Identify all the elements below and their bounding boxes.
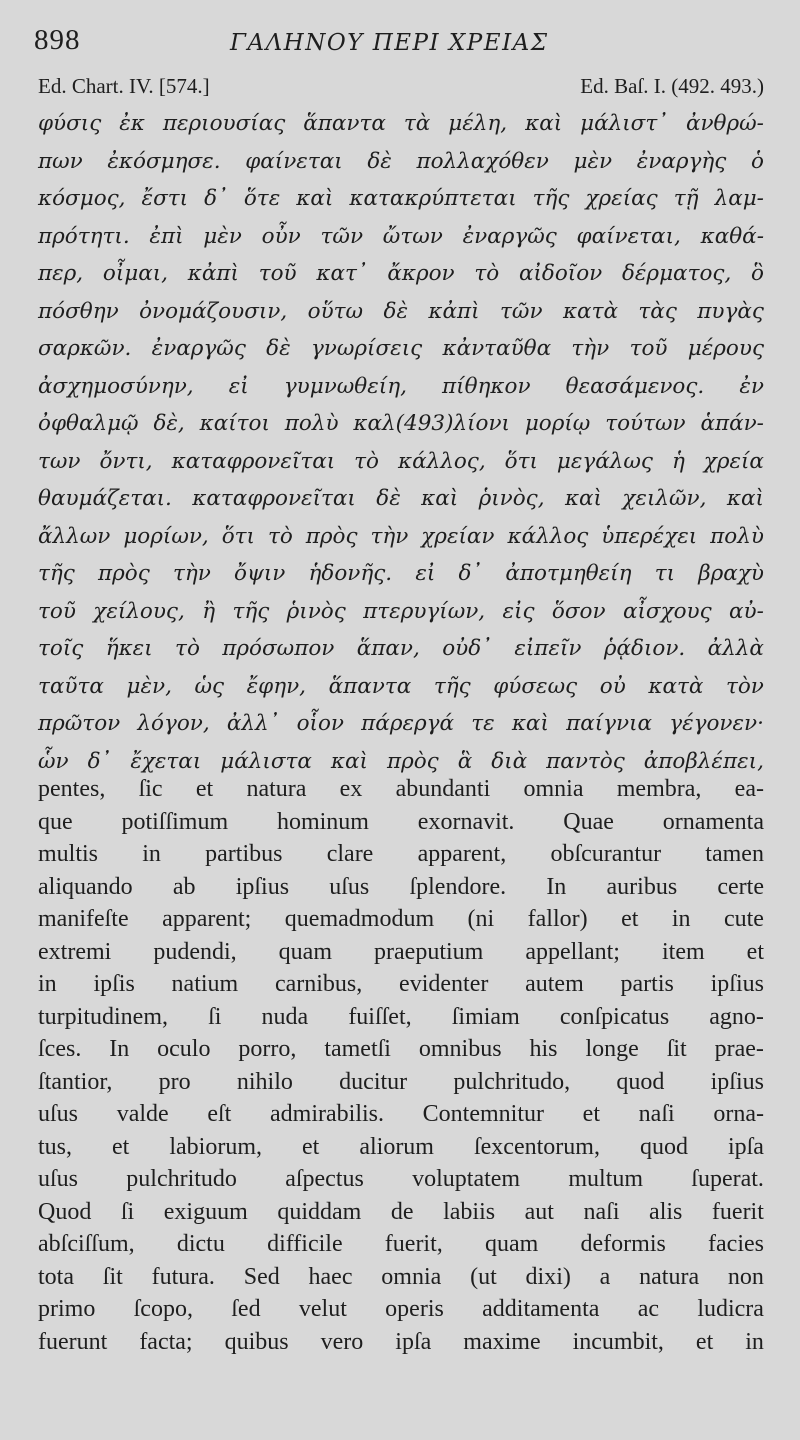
edition-reference-left: Ed. Chart. IV. [574.] [38,74,210,98]
greek-text-line: κόσμος, ἔστι δ᾽ ὅτε καὶ κατακρύπτεται τῆς χρείας τῇ λαμ- [38,186,764,211]
greek-text-line: σαρκῶν. ἐναργῶς δὲ γνωρίσεις κἀνταῦθα τὴν τοῦ μέρους [38,336,764,361]
latin-text-line: fuerunt facta; quibus vero ipſa maxime incumbit, et in [38,1328,764,1355]
greek-text-line: θαυμάζεται. καταφρονεῖται δὲ καὶ ῥινὸς, καὶ χειλῶν, καὶ [38,486,764,511]
latin-text-block [38,773,764,1358]
greek-text-line: των ὄντι, καταφρονεῖται τὸ κάλλος, ὅτι μεγάλως ἡ χρεία [38,448,764,474]
greek-text-line: ἄλλων μορίων, ὅτι τὸ πρὸς τὴν χρείαν κάλλος ὑπερέχει πολὺ [38,523,764,549]
latin-text-line: multis in partibus clare apparent, obſcurantur tamen [38,841,764,867]
greek-text-line: ἀσχημοσύνην, εἰ γυμνωθείη, πίθηκον θεασάμενος. ἐν [38,373,764,399]
latin-text-line: uſus pulchritudo aſpectus voluptatem multum ſuperat. [38,1166,764,1192]
greek-text-line: τῆς πρὸς τὴν ὄψιν ἡδονῆς. εἰ δ᾽ ἀποτμηθείη τι βραχὺ [38,561,764,586]
latin-text-line: tus, et labiorum, et aliorum ſexcentorum, quod ipſa [38,1133,764,1160]
latin-text-line: primo ſcopo, ſed velut operis additamenta ac ludicra [38,1296,764,1322]
latin-text-line: in ipſis natium carnibus, evidenter autem partis ipſius [38,971,764,997]
greek-text-line: φύσις ἐκ περιουσίας ἅπαντα τὰ μέλη, καὶ μάλιστ᾽ ἀνθρώ- [38,111,764,136]
greek-text-line: πων ἐκόσμησε. φαίνεται δὲ πολλαχόθεν μὲν ἐναργὴς ὁ [38,148,764,174]
page-number: 898 [34,24,81,56]
greek-text-line: ὀφθαλμῷ δὲ, καίτοι πολὺ καλ(493)λίονι μορίῳ τούτων ἁπάν- [38,411,764,436]
greek-text-line: τοῦ χείλους, ἢ τῆς ῥινὸς πτερυγίων, εἰς ὅσον αἶσχους αὐ- [38,598,764,624]
latin-text-line: turpitudinem, ſi nuda fuiſſet, ſimiam conſpicatus agno- [38,1003,764,1030]
edition-reference-right: Ed. Baſ. I. (492. 493.) [580,74,764,98]
latin-text-line: manifeſte apparent; quemadmodum (ni fallor) et in cute [38,906,764,932]
latin-text-line: pentes, ſic et natura ex abundanti omnia membra, ea- [38,776,764,802]
running-head [34,24,760,64]
greek-text-line: τοῖς ἥκει τὸ πρόσωπον ἅπαν, οὐδ᾽ εἰπεῖν ῥᾴδιον. ἀλλὰ [38,636,764,661]
latin-text-line: uſus valde eſt admirabilis. Contemnitur et naſi orna- [38,1101,764,1127]
latin-text-line: aliquando ab ipſius uſus ſplendore. In auribus certe [38,873,764,900]
greek-text-line: ὧν δ᾽ ἔχεται μάλιστα καὶ πρὸς ἃ διὰ παντὸς ἀποβλέπει, [38,748,764,774]
latin-text-line: Quod ſi exiguum quiddam de labiis aut naſi alis fuerit [38,1198,764,1225]
greek-text-block [38,105,764,780]
greek-text-line: πρότητι. ἐπὶ μὲν οὖν τῶν ὤτων ἐναργῶς φαίνεται, καθά- [38,223,764,249]
greek-text-line: πρῶτον λόγον, ἀλλ᾽ οἷον πάρεργά τε καὶ παίγνια γέγονεν· [38,711,764,736]
edition-reference-line [38,74,764,104]
latin-text-line: abſciſſum, dictu difficile fuerit, quam deformis facies [38,1231,764,1257]
latin-text-line: tota ſit futura. Sed haec omnia (ut dixi) a natura non [38,1263,764,1290]
greek-text-line: περ, οἶμαι, κἀπὶ τοῦ κατ᾽ ἄκρον τὸ αἰδοῖον δέρματος, ὃ [38,261,764,286]
latin-text-line: que potiſſimum hominum exornavit. Quae ornamenta [38,808,764,835]
running-title: ΓΑΛΗΝΟΥ ΠΕΡΙ ΧΡΕΙΑΣ [230,30,549,56]
greek-text-line: πόσθην ὀνομάζουσιν, οὕτω δὲ κἀπὶ τῶν κατὰ τὰς πυγὰς [38,298,764,324]
latin-text-line: extremi pudendi, quam praeputium appellant; item et [38,938,764,965]
latin-text-line: ſtantior, pro nihilo ducitur pulchritudo, quod ipſius [38,1068,764,1095]
latin-text-line: ſces. In oculo porro, tametſi omnibus his longe ſit prae- [38,1036,764,1062]
greek-text-line: ταῦτα μὲν, ὡς ἔφην, ἅπαντα τῆς φύσεως οὐ κατὰ τὸν [38,673,764,699]
